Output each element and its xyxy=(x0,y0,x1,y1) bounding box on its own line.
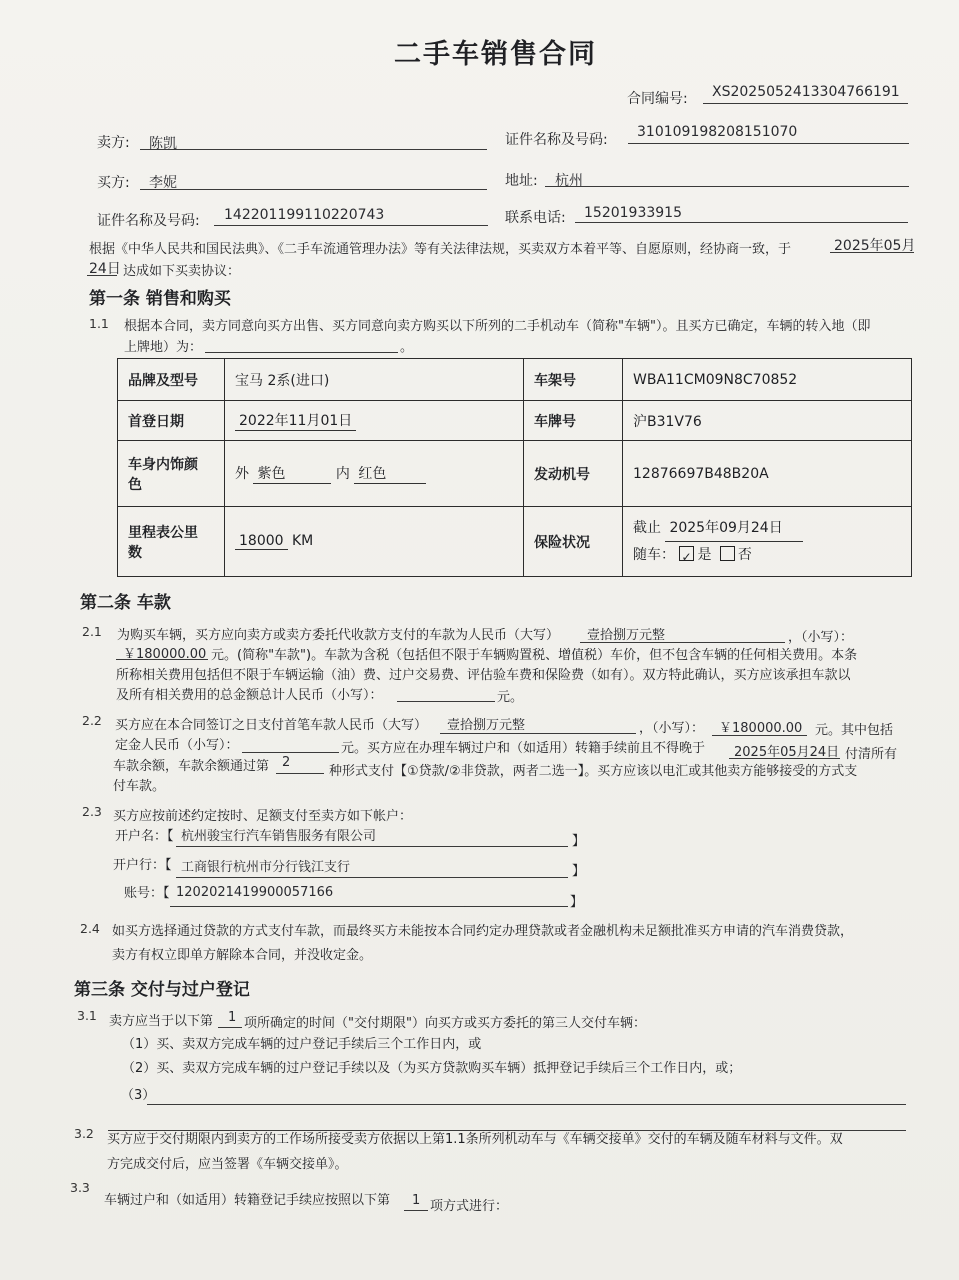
mileage-unit: KM xyxy=(292,533,314,549)
ins-no-label: 否 xyxy=(737,547,752,563)
phone-label: 联系电话: xyxy=(505,210,566,226)
seller-label: 卖方: xyxy=(97,135,130,151)
clause-2-2-d: 定金人民币（小写）： xyxy=(115,738,239,753)
reg-date-cell xyxy=(225,401,524,441)
clause-2-2-c: 元。其中包括 xyxy=(815,723,894,738)
ext-color: 紫色 xyxy=(253,463,331,484)
buyer-value: 李妮 xyxy=(149,175,177,191)
clause-2-1-a: 为购买车辆，买方应向卖方或卖方委托代收款方支付的车款为人民币（大写） xyxy=(117,628,560,643)
engine-label: 发动机号 xyxy=(524,441,623,507)
clause-2-1-d: 所称相关费用包括但不限于车辆运输（油）费、过户交易费、评估验车费和保险费（如有）。双方特此确认，买方应该承担车款以 xyxy=(116,668,851,683)
ext-prefix: 外 xyxy=(235,466,249,482)
address-value: 杭州 xyxy=(555,173,583,189)
clause-1-1-number: 1.1 xyxy=(89,316,109,331)
clause-2-3-number: 2.3 xyxy=(82,804,102,819)
clause-3-1-item: 1 xyxy=(228,1010,237,1025)
clause-2-1-c: 元。(简称"车款")。车款为含税（包括但不限于车辆购置税、增值税）车价，但不包含车辆的任何相关费用。本条 xyxy=(211,648,858,663)
vehicle-info-table xyxy=(117,358,912,577)
clause-1-1-line2: 上牌地）为： xyxy=(124,340,203,355)
color-label-cell xyxy=(118,441,225,507)
insurance-label: 保险状况 xyxy=(524,507,623,577)
clause-3-1-option-3: （3） xyxy=(121,1088,156,1103)
clause-3-2-b: 方完成交付后，应当签署《车辆交接单》。 xyxy=(107,1157,348,1172)
preamble-date-1: 2025年05月 xyxy=(834,238,916,254)
int-prefix: 内 xyxy=(335,466,350,482)
mileage-label-2: 数 xyxy=(128,544,142,561)
clause-3-1-number: 3.1 xyxy=(77,1008,97,1023)
mileage-label-1: 里程表公里 xyxy=(128,524,198,541)
engine-value: 12876697B48B20A xyxy=(623,441,912,507)
acct-no-label: 账号：【 xyxy=(124,886,170,901)
acct-name-close: 】 xyxy=(572,834,586,849)
clause-2-1-upper: 壹拾捌万元整 xyxy=(587,628,666,643)
clause-2-2-number: 2.2 xyxy=(82,713,102,728)
clause-2-2-g: 车款余额，车款余额通过第 xyxy=(113,759,270,774)
address-label: 地址: xyxy=(505,173,538,189)
phone-value: 15201933915 xyxy=(584,205,682,221)
color-label-1: 车身内饰颜 xyxy=(128,456,198,473)
clause-2-1-e: 及所有相关费用的总金额总计人民币（小写）： xyxy=(116,688,383,703)
mileage-label-cell xyxy=(118,507,225,577)
contract-no-value: XS2025052413304766191 xyxy=(712,84,900,100)
clause-3-3-b: 项方式进行： xyxy=(430,1199,509,1214)
vin-label: 车架号 xyxy=(524,359,623,401)
reg-date-value: 2022年11月01日 xyxy=(235,410,356,431)
clause-2-2-b: ，（小写）： xyxy=(639,721,705,736)
ins-date: 2025年09月24日 xyxy=(665,515,803,542)
ins-with: 随车： xyxy=(633,547,675,563)
ins-yes-label: 是 xyxy=(697,547,712,563)
section-1-title: 第一条 销售和购买 xyxy=(89,289,231,309)
clause-3-3-item: 1 xyxy=(412,1193,421,1208)
color-label-2: 色 xyxy=(128,476,142,493)
plate-value: 沪B31V76 xyxy=(623,401,912,441)
preamble-end: 达成如下买卖协议： xyxy=(123,264,241,279)
buyer-id-label: 证件名称及号码: xyxy=(97,213,200,229)
clause-2-2-f: 付清所有 xyxy=(845,747,898,762)
clause-2-2-upper: 壹拾捌万元整 xyxy=(447,718,526,733)
seller-id-label: 证件名称及号码: xyxy=(505,132,608,148)
ins-prefix: 截止 xyxy=(633,520,661,536)
clause-2-4-b: 卖方有权立即单方解除本合同，并没收定金。 xyxy=(112,948,373,963)
preamble-date-2: 24日 xyxy=(89,261,121,277)
acct-bank-label: 开户行：【 xyxy=(113,858,172,873)
clause-3-3-number: 3.3 xyxy=(70,1180,90,1195)
acct-name-label: 开户名：【 xyxy=(115,829,174,844)
acct-no-value: 1202021419900057166 xyxy=(176,885,334,900)
reg-date-label: 首登日期 xyxy=(118,401,225,441)
acct-no-close: 】 xyxy=(570,895,584,910)
seller-id-value: 310109198208151070 xyxy=(637,124,798,140)
vin-value: WBA11CM09N8C70852 xyxy=(623,359,912,401)
plate-label: 车牌号 xyxy=(524,401,623,441)
acct-bank-value: 工商银行杭州市分行钱江支行 xyxy=(181,860,351,875)
clause-2-2-e: 元。买方应在办理车辆过户和（如适用）转籍手续前且不得晚于 xyxy=(341,741,706,756)
clause-2-1-f: 元。 xyxy=(497,690,524,705)
clause-1-1-end: 。 xyxy=(400,340,414,355)
section-2-title: 第二条 车款 xyxy=(80,593,171,613)
acct-name-value: 杭州骏宝行汽车销售服务有限公司 xyxy=(181,829,377,844)
color-cell xyxy=(225,441,524,507)
clause-2-2-a: 买方应在本合同签订之日支付首笔车款人民币（大写） xyxy=(115,718,428,733)
clause-3-1-b: 项所确定的时间（"交付期限"）向买方或买方委托的第三人交付车辆： xyxy=(244,1016,646,1031)
clause-3-1-option-2: （2）买、卖双方完成车辆的过户登记手续以及（为买方贷款购买车辆）抵押登记手续后三个工作日内，或； xyxy=(122,1061,742,1076)
clause-2-3-a: 买方应按前述约定按时、足额支付至卖方如下帐户： xyxy=(113,809,413,824)
clause-2-4-a: 如买方选择通过贷款的方式支付车款，而最终买方未能按本合同约定办理贷款或者金融机构未足额批准买方申请的汽车消费贷款， xyxy=(112,924,854,939)
preamble-text: 根据《中华人民共和国民法典》、《二手车流通管理办法》等有关法律法规，买卖双方本着平等、自愿原则，经协商一致，于 xyxy=(89,242,792,257)
brand-value: 宝马 2系(进口) xyxy=(225,359,524,401)
buyer-id-value: 142201199110220743 xyxy=(224,207,385,223)
clause-2-2-i: 付车款。 xyxy=(113,779,166,794)
int-color: 红色 xyxy=(354,463,426,484)
clause-2-2-h: 种形式支付【①贷款/②非贷款，两者二选一】。买方应该以电汇或其他卖方能够接受的方式支 xyxy=(329,764,858,779)
clause-2-2-date: 2025年05月24日 xyxy=(734,745,840,760)
clause-3-1-a: 卖方应当于以下第 xyxy=(109,1014,214,1029)
clause-2-1-b: ，（小写）： xyxy=(788,630,854,645)
clause-3-2-number: 3.2 xyxy=(74,1126,94,1141)
clause-2-4-number: 2.4 xyxy=(80,921,100,936)
acct-bank-close: 】 xyxy=(572,864,586,879)
clause-2-1-number: 2.1 xyxy=(82,624,102,639)
buyer-label: 买方: xyxy=(97,175,130,191)
brand-label: 品牌及型号 xyxy=(118,359,225,401)
page-title: 二手车销售合同 xyxy=(394,39,597,70)
clause-2-2-way: 2 xyxy=(282,755,291,770)
mileage-cell xyxy=(225,507,524,577)
clause-2-2-lower: ￥180000.00 xyxy=(719,721,803,736)
clause-3-3-a: 车辆过户和（如适用）转籍登记手续应按照以下第 xyxy=(104,1193,391,1208)
ins-yes-checkbox[interactable] xyxy=(679,546,694,561)
clause-2-1-lower: ￥180000.00 xyxy=(123,647,207,662)
clause-1-1-line1: 根据本合同，卖方同意向买方出售、买方同意向卖方购买以下所列的二手机动车（简称"车辆"）。且买方已确定，车辆的转入地（即 xyxy=(124,319,871,334)
seller-value: 陈凯 xyxy=(149,136,177,152)
ins-no-checkbox[interactable] xyxy=(720,546,735,561)
contract-no-label: 合同编号: xyxy=(627,91,688,107)
section-3-title: 第三条 交付与过户登记 xyxy=(74,980,250,1000)
insurance-cell xyxy=(623,507,912,577)
clause-3-1-option-1: （1）买、卖双方完成车辆的过户登记手续后三个工作日内，或 xyxy=(122,1037,482,1052)
mileage-value: 18000 xyxy=(235,533,288,550)
clause-3-2-a: 买方应于交付期限内到卖方的工作场所接受卖方依据以上第1.1条所列机动车与《车辆交接单》交付的车辆及随车材料与文件。双 xyxy=(107,1132,843,1147)
